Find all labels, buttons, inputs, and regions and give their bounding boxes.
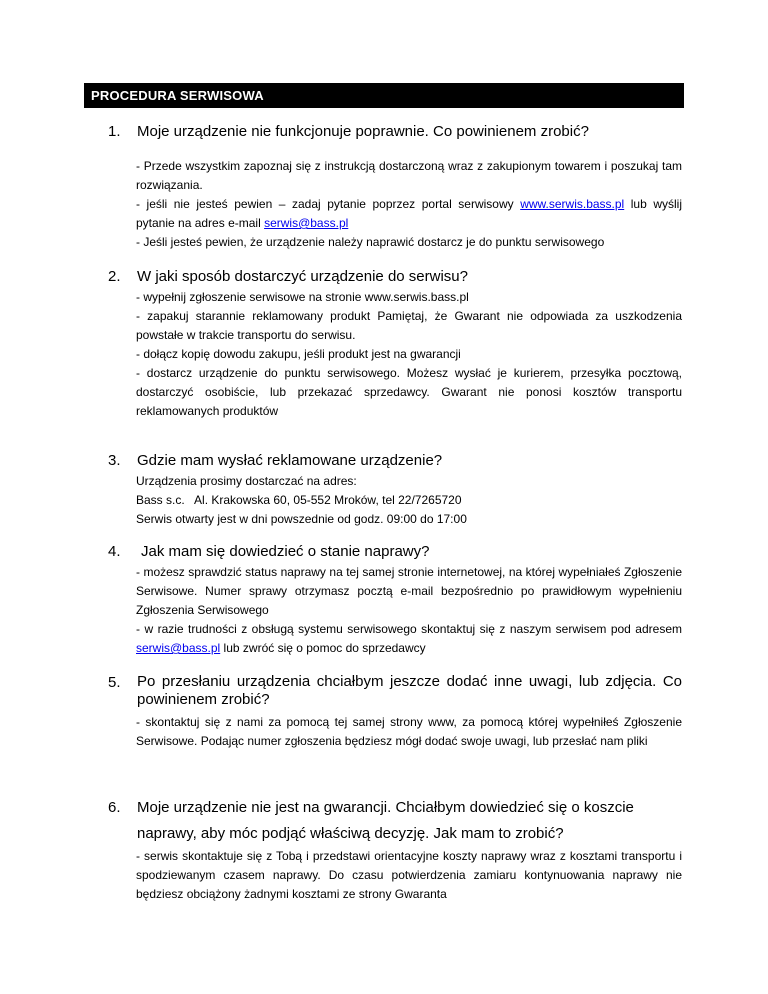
question-title: Gdzie mam wysłać reklamowane urządzenie? <box>137 452 443 469</box>
opening-hours: Serwis otwarty jest w dni powszednie od godz. 09:00 do 17:00 <box>136 512 467 526</box>
answer-4 <box>136 563 682 658</box>
answer-paragraph: - wypełnij zgłoszenie serwisowe na stronie www.serwis.bass.pl <box>136 290 469 304</box>
answer-2 <box>136 288 682 421</box>
answer-paragraph: - dostarcz urządzenie do punktu serwisowego. Możesz wysłać je kurierem, przesyłka pocztową, dostarczyć osobiście, lub przekazać sprzedawcy. Gwarant nie ponosi kosztów transportu reklamowanych produktów <box>136 366 682 418</box>
section-banner: PROCEDURA SERWISOWA <box>84 83 684 108</box>
answer-paragraph: - skontaktuj się z nami za pomocą tej samej strony www, za pomocą której wypełniłeś Zgłoszenie Serwisowe. Podając numer zgłoszenia będziesz mógł dodać swoje uwagi, lub przesłać nam pliki <box>136 715 682 748</box>
answer-3 <box>136 472 682 529</box>
answer-paragraph: - serwis skontaktuje się z Tobą i przedstawi orientacyjne koszty naprawy wraz z kosztami transportu i spodziewanym czasem naprawy. Do czasu potwierdzenia zamiaru kontynuowania naprawy nie będziesz obciążony żadnymi kosztami ze strony Gwaranta <box>136 849 682 901</box>
answer-paragraph: - zapakuj starannie reklamowany produkt Pamiętaj, że Gwarant nie odpowiada za uszkodzenia powstałe w trakcie transportu do serwisu. <box>136 309 682 342</box>
address-line: Bass s.c. Al. Krakowska 60, 05-552 Mroków, tel 22/7265720 <box>136 493 462 507</box>
answer-paragraph: - jeśli nie jesteś pewien – zadaj pytanie poprzez portal serwisowy www.serwis.bass.pl lub wyślij pytanie na adres e-mail serwis@bass.pl <box>136 197 682 230</box>
question-number: 1. <box>108 123 121 140</box>
question-title: W jaki sposób dostarczyć urządzenie do serwisu? <box>137 268 468 285</box>
answer-paragraph: - dołącz kopię dowodu zakupu, jeśli produkt jest na gwarancji <box>136 347 461 361</box>
answer-6 <box>136 847 682 904</box>
question-number: 3. <box>108 452 121 469</box>
question-number: 4. <box>108 543 121 560</box>
question-number: 2. <box>108 268 121 285</box>
question-title: Po przesłaniu urządzenia chciałbym jeszcze dodać inne uwagi, lub zdjęcia. Co powinienem zrobić? <box>137 673 682 708</box>
answer-paragraph: Urządzenia prosimy dostarczać na adres: <box>136 474 357 488</box>
email-link[interactable]: serwis@bass.pl <box>264 216 349 230</box>
answer-paragraph: - Jeśli jesteś pewien, że urządzenie należy naprawić dostarcz je do punktu serwisowego <box>136 235 605 249</box>
answer-paragraph: - w razie trudności z obsługą systemu serwisowego skontaktuj się z naszym serwisem pod adresem serwis@bass.pl lub zwróć się o pomoc do sprzedawcy <box>136 622 682 655</box>
answer-5 <box>136 713 682 751</box>
question-title: Moje urządzenie nie funkcjonuje poprawnie. Co powinienem zrobić? <box>137 123 589 140</box>
question-number: 6. <box>108 799 121 816</box>
question-number: 5. <box>108 674 121 691</box>
portal-link[interactable]: www.serwis.bass.pl <box>520 197 625 211</box>
answer-paragraph: - Przede wszystkim zapoznaj się z instrukcją dostarczoną wraz z zakupionym towarem i poszukaj tam rozwiązania. <box>136 159 682 192</box>
email-link[interactable]: serwis@bass.pl <box>136 641 221 655</box>
question-title: Moje urządzenie nie jest na gwarancji. Chciałbym dowiedzieć się o koszcie naprawy, aby móc podjąć właściwą decyzję. Jak mam to zrobić? <box>137 799 634 842</box>
answer-paragraph: - możesz sprawdzić status naprawy na tej samej stronie internetowej, na której wypełniałeś Zgłoszenie Serwisowe. Numer sprawy otrzymasz pocztą e-mail bezpośrednio po prawidłowym wypełnieniu Zgłoszenia Serwisowego <box>136 565 682 617</box>
answer-1 <box>136 157 682 252</box>
question-title: Jak mam się dowiedzieć o stanie naprawy? <box>141 543 430 560</box>
